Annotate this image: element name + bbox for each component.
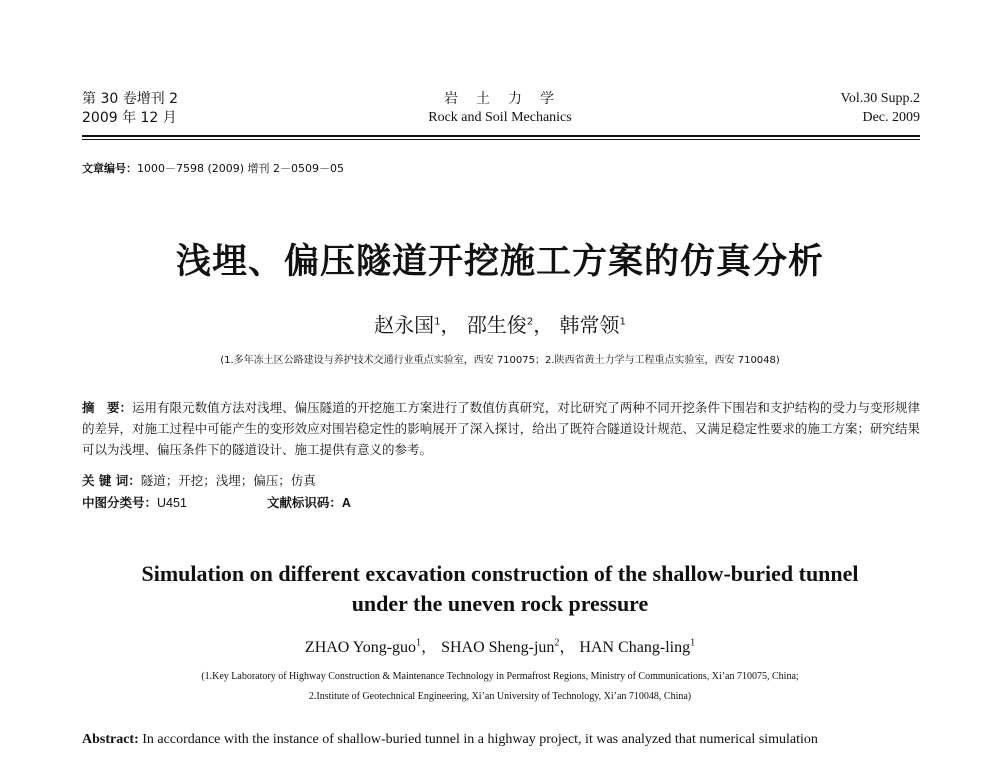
abstract-cn-label: 摘 要： — [82, 400, 133, 415]
article-id — [82, 160, 344, 176]
title-en-line2: under the uneven rock pressure — [351, 591, 649, 616]
keywords-value: 隧道；开挖；浅埋；偏压；仿真 — [140, 473, 316, 488]
affiliation-en-line2: 2.Institute of Geotechnical Engineering, Xi’an University of Technology, Xi’an 710048, China) — [308, 691, 692, 702]
author-cn-3: 韩常领 — [559, 313, 620, 337]
header-rule-thick — [82, 135, 920, 137]
article-id-label: 文章编号： — [82, 162, 137, 175]
affiliation-en — [0, 667, 1000, 707]
journal-name-en: Rock and Soil Mechanics — [428, 110, 572, 125]
abstract-en — [82, 730, 920, 750]
clc-value: U451 — [157, 496, 187, 510]
affiliation-en-line1: (1.Key Laboratory of Highway Construction & Maintenance Technology in Permafrost Regions, Ministry of Communications, Xi’an 710075, China; — [201, 671, 799, 682]
journal-date: 2009 年 12 月 — [82, 110, 177, 126]
authors-cn: 赵永国$^1$， 邵生俊$^2$， 韩常领$^1$ — [374, 313, 626, 337]
clc-label: 中图分类号： — [82, 495, 158, 510]
affiliation-cn: (1.多年冻土区公路建设与养护技术交通行业重点实验室，西安 710075；2.陕西省黄土力学与工程重点实验室，西安 710048) — [220, 355, 780, 366]
title-en-line1: Simulation on different excavation construction of the shallow-buried tunnel — [141, 561, 859, 586]
abstract-cn-text: 运用有限元数值方法对浅埋、偏压隧道的开挖施工方案进行了数值仿真研究，对比研究了两种不同开挖条件下围岩和支护结构的受力与变形规律的差异，对施工过程中可能产生的变形效应对围岩稳定性的影响展开了深入探讨，给出了既符合隧道设计规范、又满足稳定性要求的施工方案；研究结果可以为浅埋、偏压条件下的隧道设计、施工提供有意义的参考。 — [82, 400, 920, 457]
title-en — [0, 559, 1000, 619]
author-en-1: ZHAO Yong-guo — [304, 639, 417, 656]
title-cn: 浅埋、偏压隧道开挖施工方案的仿真分析 — [175, 242, 824, 282]
author-en-2: SHAO Sheng-jun — [441, 639, 555, 656]
journal-name-cn: 岩 土 力 学 — [444, 91, 556, 107]
abstract-cn — [82, 397, 920, 460]
article-id-value: 1000－7598 (2009) 增刊 2－0509－05 — [137, 162, 345, 175]
journal-issue: 第 30 卷增刊 2 — [82, 91, 179, 107]
header-rule-thin — [82, 139, 920, 140]
journal-volume: Vol.30 Supp.2 — [840, 91, 920, 106]
keywords-label: 关 键 词： — [82, 473, 141, 488]
doc-code-value: A — [341, 496, 351, 510]
abstract-en-label: Abstract: — [82, 732, 139, 747]
abstract-en-text: In accordance with the instance of shallow-buried tunnel in a highway project, it was analyzed that numerical simulation — [142, 732, 818, 747]
journal-date-en: Dec. 2009 — [862, 110, 920, 125]
authors-en: ZHAO Yong-guo$^1$， SHAO Sheng-jun$^2$， HAN Chang-ling$^1$ — [304, 637, 696, 656]
author-cn-1: 赵永国 — [374, 313, 435, 337]
keywords-cn — [82, 470, 920, 491]
doc-code-label: 文献标识码： — [266, 495, 342, 510]
classification-row — [82, 492, 920, 514]
author-en-3: HAN Chang-ling — [579, 639, 691, 656]
author-cn-2: 邵生俊 — [466, 313, 527, 337]
